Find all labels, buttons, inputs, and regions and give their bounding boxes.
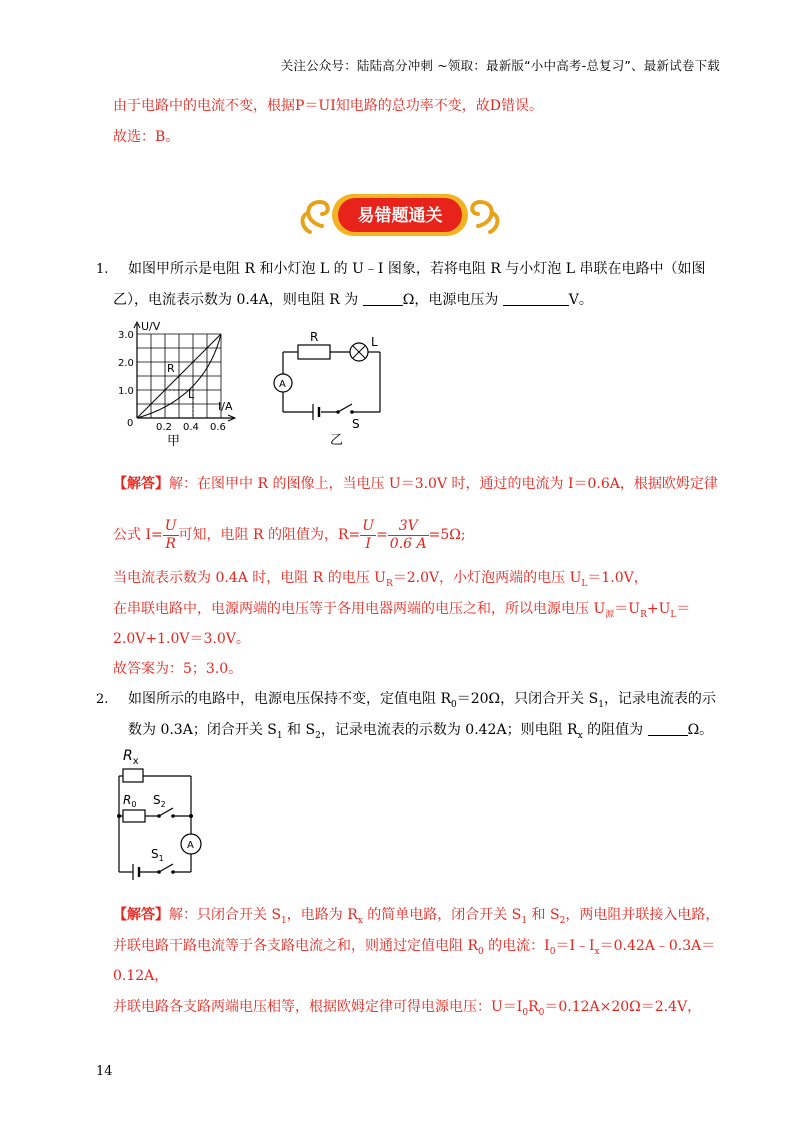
q1-ui-graph bbox=[110, 318, 245, 448]
r0-sub: 0 bbox=[131, 800, 137, 809]
subscript: x bbox=[357, 915, 363, 926]
frac-denominator: R bbox=[165, 535, 176, 552]
q1-answer-tag: 【解答】 bbox=[113, 476, 169, 492]
r0-label bbox=[123, 793, 136, 809]
origin-tick: 0 bbox=[127, 418, 134, 429]
s2-sub: 2 bbox=[160, 800, 166, 809]
s2-letter: S bbox=[153, 793, 161, 807]
subscript: L bbox=[581, 578, 588, 589]
q1-ans-formula-prefix: 公式 I= bbox=[113, 527, 163, 543]
subscript: x bbox=[594, 946, 600, 957]
s1-sub: 1 bbox=[158, 854, 164, 863]
q2-ammeter-label: A bbox=[187, 840, 194, 851]
text-seg: R bbox=[528, 999, 539, 1015]
text-seg: 的电流：I bbox=[483, 938, 550, 954]
subscript: 0 bbox=[549, 946, 556, 957]
ammeter-label: A bbox=[279, 379, 286, 390]
fraction-u-over-i bbox=[360, 518, 376, 553]
frac-denominator: 0.6 A bbox=[389, 535, 427, 552]
text-seg: 的阻值为 bbox=[582, 722, 644, 738]
text-seg: ＝U bbox=[614, 601, 641, 617]
q1-answer-line3 bbox=[113, 568, 648, 594]
y-tick-3: 3.0 bbox=[118, 330, 134, 341]
q2-number: 2. bbox=[96, 692, 109, 707]
prev-answer-conclusion: 故选：B。 bbox=[113, 129, 180, 145]
q1-answer-text1: 解：在图甲中 R 的图像上，当电压 U＝3.0V 时，通过的电流为 I＝0.6A，根据欧姆定律 bbox=[169, 476, 718, 492]
text-seg: 在串联电路中，电源两端的电压等于各用电器两端的电压之和，所以电源电压 U bbox=[113, 601, 606, 617]
x-tick-04: 0.4 bbox=[183, 422, 199, 433]
r0-letter: R bbox=[123, 793, 132, 807]
q1-line2-c: V。 bbox=[568, 292, 593, 308]
text-seg: 当电流表示数为 0.4A 时，电阻 R 的电压 U bbox=[113, 570, 386, 586]
circuit-caption: 乙 bbox=[330, 433, 344, 448]
x-tick-06: 0.6 bbox=[210, 422, 226, 433]
text-seg: 解：只闭合开关 S bbox=[169, 907, 282, 923]
section-banner bbox=[300, 188, 500, 242]
subscript: 1 bbox=[276, 730, 283, 741]
q1-line2 bbox=[113, 290, 593, 310]
bulb-l-label: L bbox=[371, 335, 378, 349]
s1-letter: S bbox=[151, 847, 159, 861]
equals-sign: = bbox=[376, 527, 388, 543]
text-seg: 和 S bbox=[527, 907, 560, 923]
text-seg: Ω。 bbox=[687, 722, 714, 738]
fraction-3v-over-06a bbox=[388, 518, 429, 553]
q2-blank-rx[interactable] bbox=[648, 721, 688, 736]
subscript: x bbox=[577, 730, 583, 741]
q2-answer-tag: 【解答】 bbox=[113, 907, 169, 923]
q1-answer-line4 bbox=[113, 599, 690, 625]
text-seg: 如图所示的电路中，电源电压保持不变，定值电阻 R bbox=[128, 691, 451, 707]
text-seg: ，两电阻并联接入电路， bbox=[565, 907, 720, 923]
q1-ans-result: =5Ω; bbox=[428, 527, 466, 543]
text-seg: 并联电路各支路两端电压相等，根据欧姆定律可得电源电压：U＝I bbox=[113, 999, 523, 1015]
y-tick-1: 1.0 bbox=[118, 386, 134, 397]
subscript: 源 bbox=[605, 609, 615, 620]
subscript: 2 bbox=[559, 915, 566, 926]
text-seg: ＝20Ω，只闭合开关 S bbox=[456, 691, 599, 707]
text-seg: ＝1.0V， bbox=[587, 570, 648, 586]
subscript: 0 bbox=[451, 699, 457, 710]
graph-y-label: U/V bbox=[141, 320, 161, 333]
switch-s-label: S bbox=[352, 417, 360, 431]
graph-caption: 甲 bbox=[167, 434, 181, 448]
prev-answer-line: 由于电路中的电流不变，根据P＝UI知电路的总功率不变，故D错误。 bbox=[113, 98, 543, 114]
text-seg: 数为 0.3A；闭合开关 S bbox=[128, 722, 277, 738]
q1-answer-line1 bbox=[113, 474, 718, 494]
text-seg: ＝0.12A×20Ω＝2.4V， bbox=[544, 999, 702, 1015]
q1-blank-r[interactable] bbox=[363, 291, 403, 306]
q1-line1: 如图甲所示是电阻 R 和小灯泡 L 的 U﹣I 图象，若将电阻 R 与小灯泡 L 串联在电路中（如图 bbox=[128, 261, 706, 277]
s1-label bbox=[151, 847, 164, 863]
frac-denominator: I bbox=[365, 535, 371, 552]
text-seg: 的简单电路，闭合开关 S bbox=[362, 907, 522, 923]
q2-line1 bbox=[128, 689, 716, 715]
text-seg: ，电路为 R bbox=[286, 907, 358, 923]
q2-line2 bbox=[128, 720, 713, 746]
subscript: L bbox=[670, 609, 677, 620]
s2-label bbox=[153, 793, 166, 809]
text-seg: ＝I﹣I bbox=[555, 938, 595, 954]
fraction-u-over-r bbox=[163, 518, 179, 553]
page-header: 关注公众号：陆陆高分冲刺 ~领取：最新版“小中高考-总复习”、最新试卷下载 bbox=[280, 58, 720, 73]
subscript: 1 bbox=[521, 915, 528, 926]
rx-letter: R bbox=[123, 748, 133, 764]
rx-sub: x bbox=[132, 756, 139, 767]
q2-answer-line2 bbox=[113, 936, 715, 962]
q2-ammeter-symbol bbox=[181, 834, 201, 854]
q1-line2-a: 乙），电流表示数为 0.4A，则电阻 R 为 bbox=[113, 292, 359, 308]
graph-x-label: I/A bbox=[218, 400, 233, 413]
q2-answer-line4 bbox=[113, 997, 701, 1023]
q2-answer-line1 bbox=[113, 905, 719, 931]
subscript: R bbox=[385, 578, 393, 589]
q1-line2-b: Ω，电源电压为 bbox=[402, 292, 499, 308]
y-tick-2: 2.0 bbox=[118, 358, 134, 369]
q1-number: 1. bbox=[96, 262, 109, 277]
q1-answer-line5: 2.0V+1.0V＝3.0V。 bbox=[113, 631, 250, 647]
page-number: 14 bbox=[96, 1064, 113, 1079]
q1-ans-formula-mid: 可知，电阻 R 的阻值为，R= bbox=[178, 527, 361, 543]
q1-blank-v[interactable] bbox=[503, 291, 569, 306]
q1-answer-line2 bbox=[113, 515, 466, 555]
text-seg: 和 S bbox=[282, 722, 316, 738]
subscript: 1 bbox=[281, 915, 287, 926]
text-seg: ，记录电流表的示数为 0.42A；则电阻 R bbox=[320, 722, 578, 738]
subscript: 1 bbox=[598, 699, 604, 710]
ammeter-symbol bbox=[274, 374, 292, 392]
frac-numerator: U bbox=[362, 517, 375, 534]
subscript: 2 bbox=[315, 730, 321, 741]
text-seg: ＝2.0V，小灯泡两端的电压 U bbox=[392, 570, 582, 586]
q1-circuit bbox=[268, 328, 393, 448]
subscript: R bbox=[640, 609, 647, 620]
text-seg: +U bbox=[646, 601, 671, 617]
frac-numerator: U bbox=[164, 517, 177, 534]
rx-label bbox=[123, 748, 139, 767]
subscript: 0 bbox=[538, 1007, 545, 1018]
graph-r-label: R bbox=[167, 362, 175, 375]
q1-answer-final: 故答案为：5；3.0。 bbox=[113, 661, 243, 677]
x-tick-02: 0.2 bbox=[156, 422, 172, 433]
q2-answer-line3: 0.12A， bbox=[113, 968, 169, 984]
banner-title: 易错题通关 bbox=[357, 206, 443, 226]
q2-circuit bbox=[103, 742, 213, 882]
text-seg: 并联电路干路电流等于各支路电流之和，则通过定值电阻 R bbox=[113, 938, 478, 954]
text-seg: ＝ bbox=[676, 601, 691, 617]
text-seg: ，记录电流表的示 bbox=[603, 691, 716, 707]
subscript: 0 bbox=[522, 1007, 529, 1018]
graph-l-label: L bbox=[188, 388, 195, 401]
text-seg: ＝0.42A﹣0.3A＝ bbox=[599, 938, 716, 954]
banner-ornament bbox=[300, 188, 500, 242]
bulb-symbol bbox=[350, 343, 368, 361]
subscript: 0 bbox=[478, 946, 484, 957]
frac-numerator: 3V bbox=[388, 518, 429, 536]
resistor-r-label: R bbox=[310, 330, 319, 344]
